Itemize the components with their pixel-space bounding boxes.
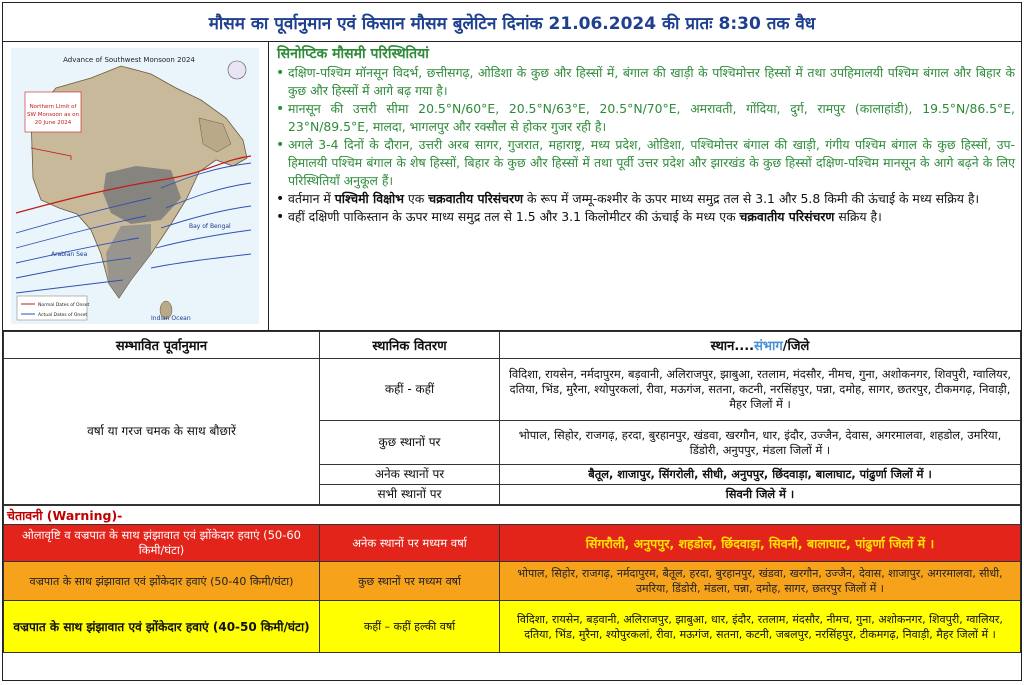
warning-places: सिंगरौली, अनुपपुर, शहडोल, छिंदवाड़ा, सिवनी, बालाघाट, पांढुर्णा जिलों में । [500,525,1021,562]
bulletin-title: मौसम का पूर्वानुमान एवं किसान मौसम बुलेटिन दिनांक 21.06.2024 की प्रातः 8:30 तक वैध [3,3,1021,42]
forecast-distribution: कहीं - कहीं [320,359,500,421]
cyclonic-circulation-term: चक्रवातीय परिसंचरण [428,191,524,206]
monsoon-map [11,48,259,324]
forecast-category: वर्षा या गरज चमक के साथ बौछारें [4,359,320,505]
forecast-table [3,331,1021,505]
place-header [500,332,1021,359]
synoptic-point-4-text-e: के रूप में जम्मू-कश्मीर के ऊपर माध्य समुद्र तल से 3.1 और 5.8 किमी की ऊंचाई के मध्य सक्रिय है। [523,191,980,206]
forecast-row [4,359,1021,421]
forecast-header: सम्भावित पूर्वानुमान [4,332,320,359]
synoptic-point-5-text-c: सक्रिय है। [834,209,882,224]
bulletin [2,2,1022,681]
warning-places: भोपाल, सिहोर, राजगढ़, नर्मदापुरम, बैतूल, हरदा, बुरहानपुर, खंडवा, खरगौन, उज्जैन, देवास, शाजापुर, अगरमालवा, सीधी, उमरिया, डिंडोरी, मंडला, पन्ना, दमोह, सागर, छतरपुर जिलों में । [500,562,1021,601]
svg-text:20 June 2024: 20 June 2024 [34,120,72,126]
synoptic-panel [269,42,1021,330]
forecast-places: बैतूल, शाजापुर, सिंगरोली, सीधी, अनुपपुर, छिंदवाड़ा, बालाघाट, पांढुर्णा जिलों में । [500,465,1021,485]
place-header-a: स्थान.... [710,339,755,354]
warning-row-red [4,525,1021,562]
svg-text:Northern Limit of: Northern Limit of [29,104,77,110]
synoptic-point-3: • अगले 3-4 दिनों के दौरान, उत्तरी अरब सागर, गुजरात, महाराष्ट्र, मध्य प्रदेश, ओडिशा, पश्चिमोत्तर बंगाल की खाड़ी, गंगीय पश्चिम बंगाल के कुछ हिस्सों, उप-हिमालयी पश्चिम बंगाल के शेष हिस्सों, बिहार के कुछ और हिस्सों में तथा पूर्वी उत्तर प्रदेश और झारखंड के कुछ हिस्सों दक्षिण-पश्चिम मानसून के आगे बढ़ने के लिए परिस्थितियाँ अनुकूल हैं। [275,136,1015,190]
place-header-c: /जिले [782,339,810,354]
western-disturbance-term: पश्चिमी विक्षोभ [334,191,404,206]
monsoon-map-panel [3,42,269,330]
warning-category: वज्रपात के साथ झंझावात एवं झोंकेदार हवाएं (50-40 किमी/घंटा) [4,562,320,601]
forecast-places: सिवनी जिले में । [500,485,1021,505]
svg-text:Actual Dates of Onset: Actual Dates of Onset [38,313,88,318]
svg-text:Arabian Sea: Arabian Sea [51,251,88,258]
cyclonic-circulation-term-2: चक्रवातीय परिसंचरण [739,209,835,224]
svg-text:Bay of Bengal: Bay of Bengal [189,223,231,230]
svg-text:Indian Ocean: Indian Ocean [151,315,191,322]
place-header-b: संभाग [754,339,783,354]
warning-table [3,505,1021,653]
synoptic-point-4 [275,190,1015,208]
synoptic-point-2: • मानसून की उत्तरी सीमा 20.5°N/60°E, 20.5°N/63°E, 20.5°N/70°E, अमरावती, गोंदिया, दुर्ग, रामपुर (कालाहांडी), 19.5°N/86.5°E, 23°N/89.5°E, मालदा, भागलपुर और रक्सौल से होकर गुजर रही है। [275,100,1015,136]
warning-distribution: कहीं – कहीं हल्की वर्षा [320,601,500,653]
warning-label-row [4,506,1021,525]
warning-distribution: अनेक स्थानों पर मध्यम वर्षा [320,525,500,562]
synoptic-list [275,64,1015,226]
forecast-distribution: सभी स्थानों पर [320,485,500,505]
forecast-distribution: कुछ स्थानों पर [320,421,500,465]
synoptic-point-5-text-a: वहीं दक्षिणी पाकिस्तान के ऊपर माध्य समुद्र तल से 1.5 और 3.1 किलोमीटर की ऊंचाई के मध्य एक [288,209,740,224]
warning-category: ओलावृष्टि व वज्रपात के साथ झंझावात एवं झोंकेदार हवाएं (50-60 किमी/घंटा) [4,525,320,562]
synoptic-point-4-text-a: वर्तमान में [288,191,335,206]
synoptic-point-4-text-c: एक [403,191,429,206]
warning-category: वज्रपात के साथ झंझावात एवं झोंकेदार हवाएं (40-50 किमी/घंटा) [4,601,320,653]
svg-text:SW Monsoon as on: SW Monsoon as on [27,112,79,118]
forecast-header-row [4,332,1021,359]
svg-text:Normal Dates of Onset: Normal Dates of Onset [38,303,90,308]
forecast-places: विदिशा, रायसेन, नर्मदापुरम, बड़वानी, अलिराजपुर, झाबुआ, रतलाम, मंदसौर, नीमच, गुना, अशोकनगर, शिवपुरी, ग्वालियर, दतिया, भिंड, मुरैना, श्योपुरकलां, रीवा, मऊगंज, सतना, कटनी, नरसिंहपुर, पन्ना, दमोह, सागर, छतरपुर, टीकमगढ़, निवाड़ी, मैहर जिलों में । [500,359,1021,421]
forecast-places: भोपाल, सिहोर, राजगढ़, हरदा, बुरहानपुर, खंडवा, खरगौन, धार, इंदौर, उज्जैन, देवास, अगरमालवा, शहडोल, उमरिया, डिंडोरी, अनुपपुर, मंडला जिलों में । [500,421,1021,465]
warning-places: विदिशा, रायसेन, बड़वानी, अलिराजपुर, झाबुआ, धार, इंदौर, रतलाम, मंदसौर, नीमच, गुना, अशोकनगर, शिवपुरी, ग्वालियर, दतिया, भिंड, मुरैना, श्योपुरकलां, रीवा, मऊगंज, सतना, कटनी, जबलपुर, नरसिंहपुर, टीकमगढ़, निवाड़ी, मैहर जिलों में । [500,601,1021,653]
distribution-header: स्थानिक वितरण [320,332,500,359]
forecast-distribution: अनेक स्थानों पर [320,465,500,485]
synoptic-heading: सिनोप्टिक मौसमी परिस्थितियां [277,46,429,62]
warning-label: चेतावनी (Warning)- [4,506,1021,525]
warning-distribution: कुछ स्थानों पर मध्यम वर्षा [320,562,500,601]
top-section [3,42,1021,331]
warning-row-orange [4,562,1021,601]
synoptic-point-5 [275,208,1015,226]
synoptic-point-1: • दक्षिण-पश्चिम मॉनसून विदर्भ, छत्तीसगढ़, ओडिशा के कुछ और हिस्सों में, बंगाल की खाड़ी के पश्चिमोत्तर हिस्सों में तथा उपहिमालयी पश्चिम बंगाल और बिहार के कुछ और हिस्सों में आगे बढ़ गया है। [275,64,1015,100]
svg-text:Advance of Southwest Monsoon 2: Advance of Southwest Monsoon 2024 [63,56,195,64]
warning-row-yellow [4,601,1021,653]
